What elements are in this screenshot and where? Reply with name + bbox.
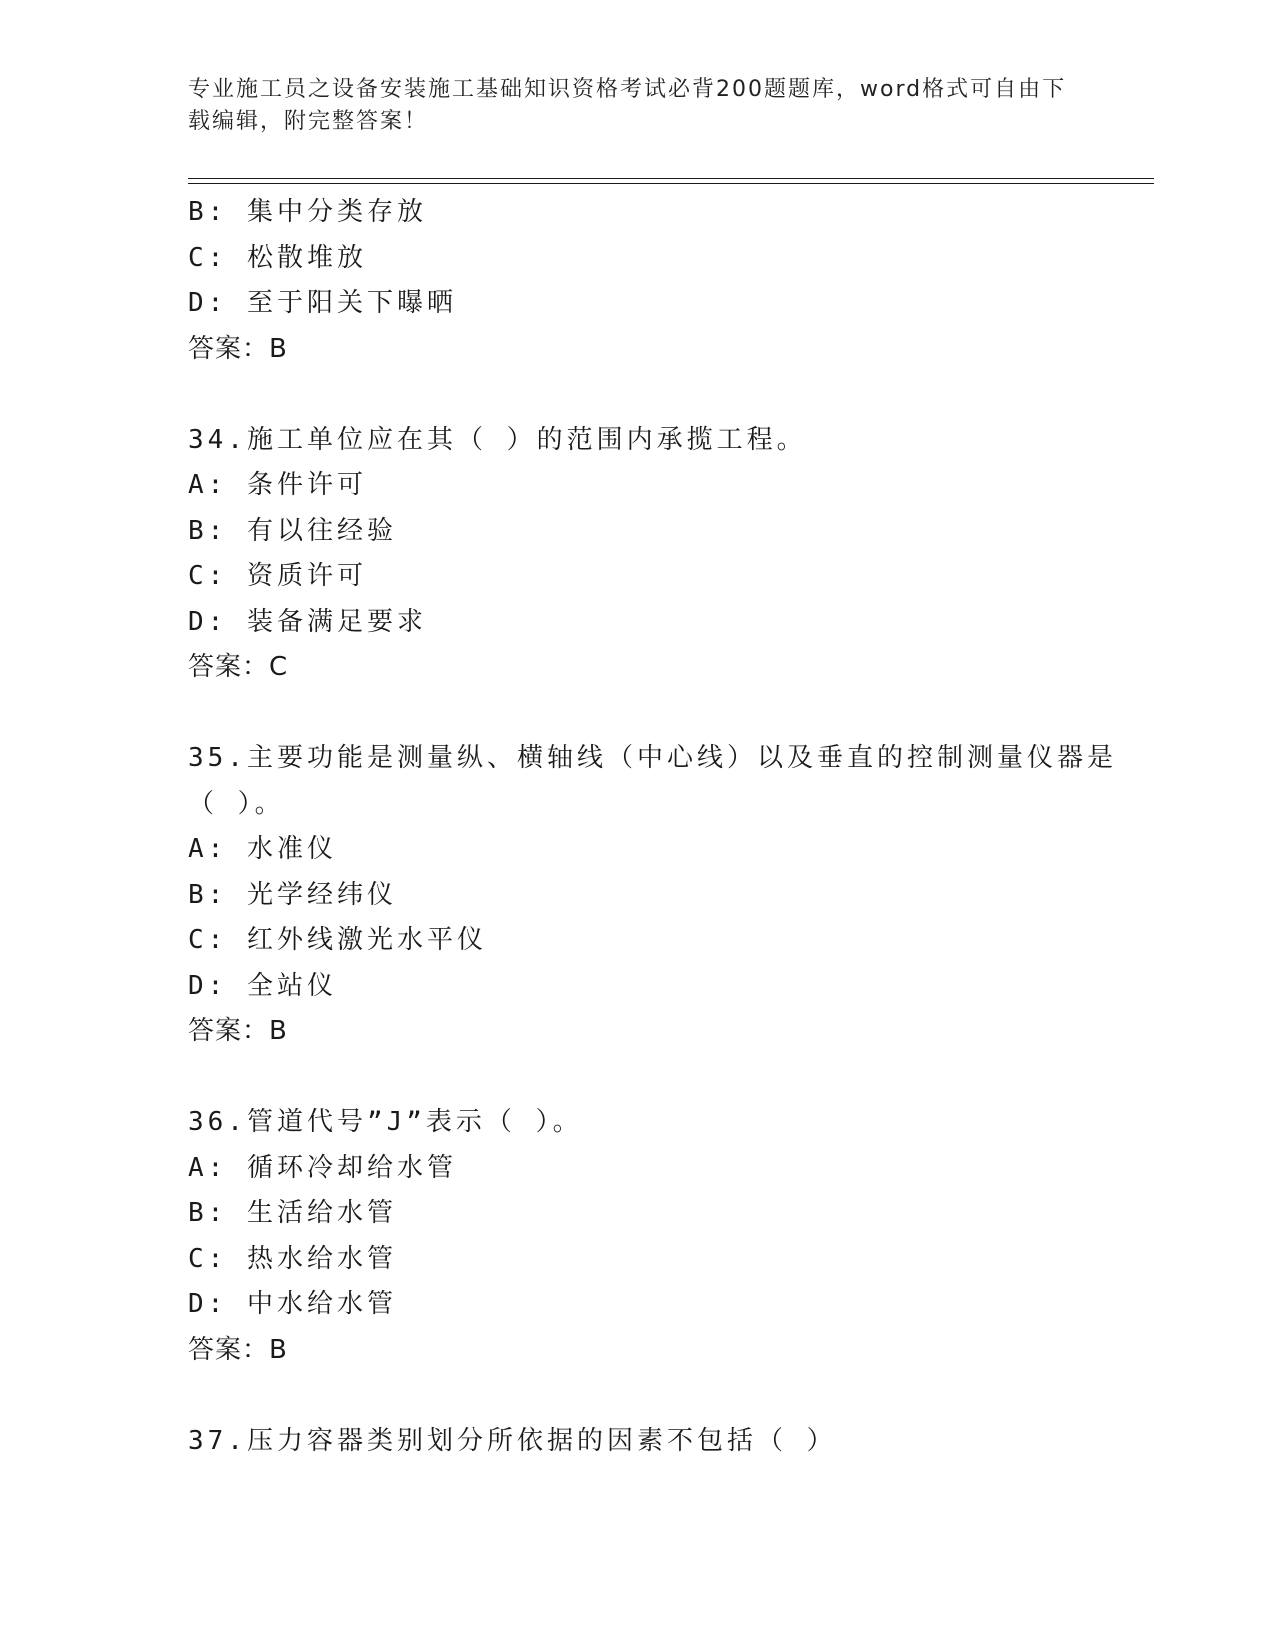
option-text: A: 条件许可 xyxy=(188,470,367,500)
question-text-continued: （ ）。 xyxy=(188,788,285,819)
spacer xyxy=(188,691,1088,737)
answer-text: 答案：B xyxy=(188,333,288,364)
option-text: D: 全站仪 xyxy=(188,970,337,1001)
question-text: 35.主要功能是测量纵、横轴线（中心线）以及垂直的控制测量仪器是 xyxy=(188,743,1117,773)
answer-text: 答案：B xyxy=(188,1334,288,1365)
option-text: A: 水准仪 xyxy=(188,834,337,864)
option-text: D: 中水给水管 xyxy=(188,1289,397,1319)
option-text: C: 热水给水管 xyxy=(188,1243,397,1274)
header-divider-top xyxy=(188,178,1154,179)
answer-text: 答案：B xyxy=(188,1016,288,1046)
question-list xyxy=(188,190,1117,1464)
header-divider-bottom xyxy=(188,183,1154,184)
document-header: 专业施工员之设备安装施工基础知识资格考试必背200题题库，word格式可自由下载编辑，附完整答案！ xyxy=(188,77,1067,134)
question-text: 36.管道代号”J”表示（ ）。 xyxy=(188,1107,583,1137)
option-text: C: 资质许可 xyxy=(188,561,367,591)
option-text: D: 装备满足要求 xyxy=(188,606,427,637)
option-text: B: 集中分类存放 xyxy=(188,197,427,227)
answer-text: 答案：C xyxy=(188,652,289,682)
option-text: B: 有以往经验 xyxy=(188,515,397,546)
option-text: B: 生活给水管 xyxy=(188,1198,397,1228)
option-text: C: 红外线激光水平仪 xyxy=(188,925,487,955)
spacer xyxy=(188,372,1088,418)
option-text: D: 至于阳关下曝晒 xyxy=(188,288,457,318)
spacer xyxy=(188,1373,1088,1419)
question-text: 34.施工单位应在其（ ）的范围内承揽工程。 xyxy=(188,424,807,455)
option-text: C: 松散堆放 xyxy=(188,242,367,273)
option-text: A: 循环冷却给水管 xyxy=(188,1152,457,1183)
question-text: 37.压力容器类别划分所依据的因素不包括（ ） xyxy=(188,1425,837,1456)
spacer xyxy=(188,1055,1088,1101)
option-text: B: 光学经纬仪 xyxy=(188,879,397,910)
